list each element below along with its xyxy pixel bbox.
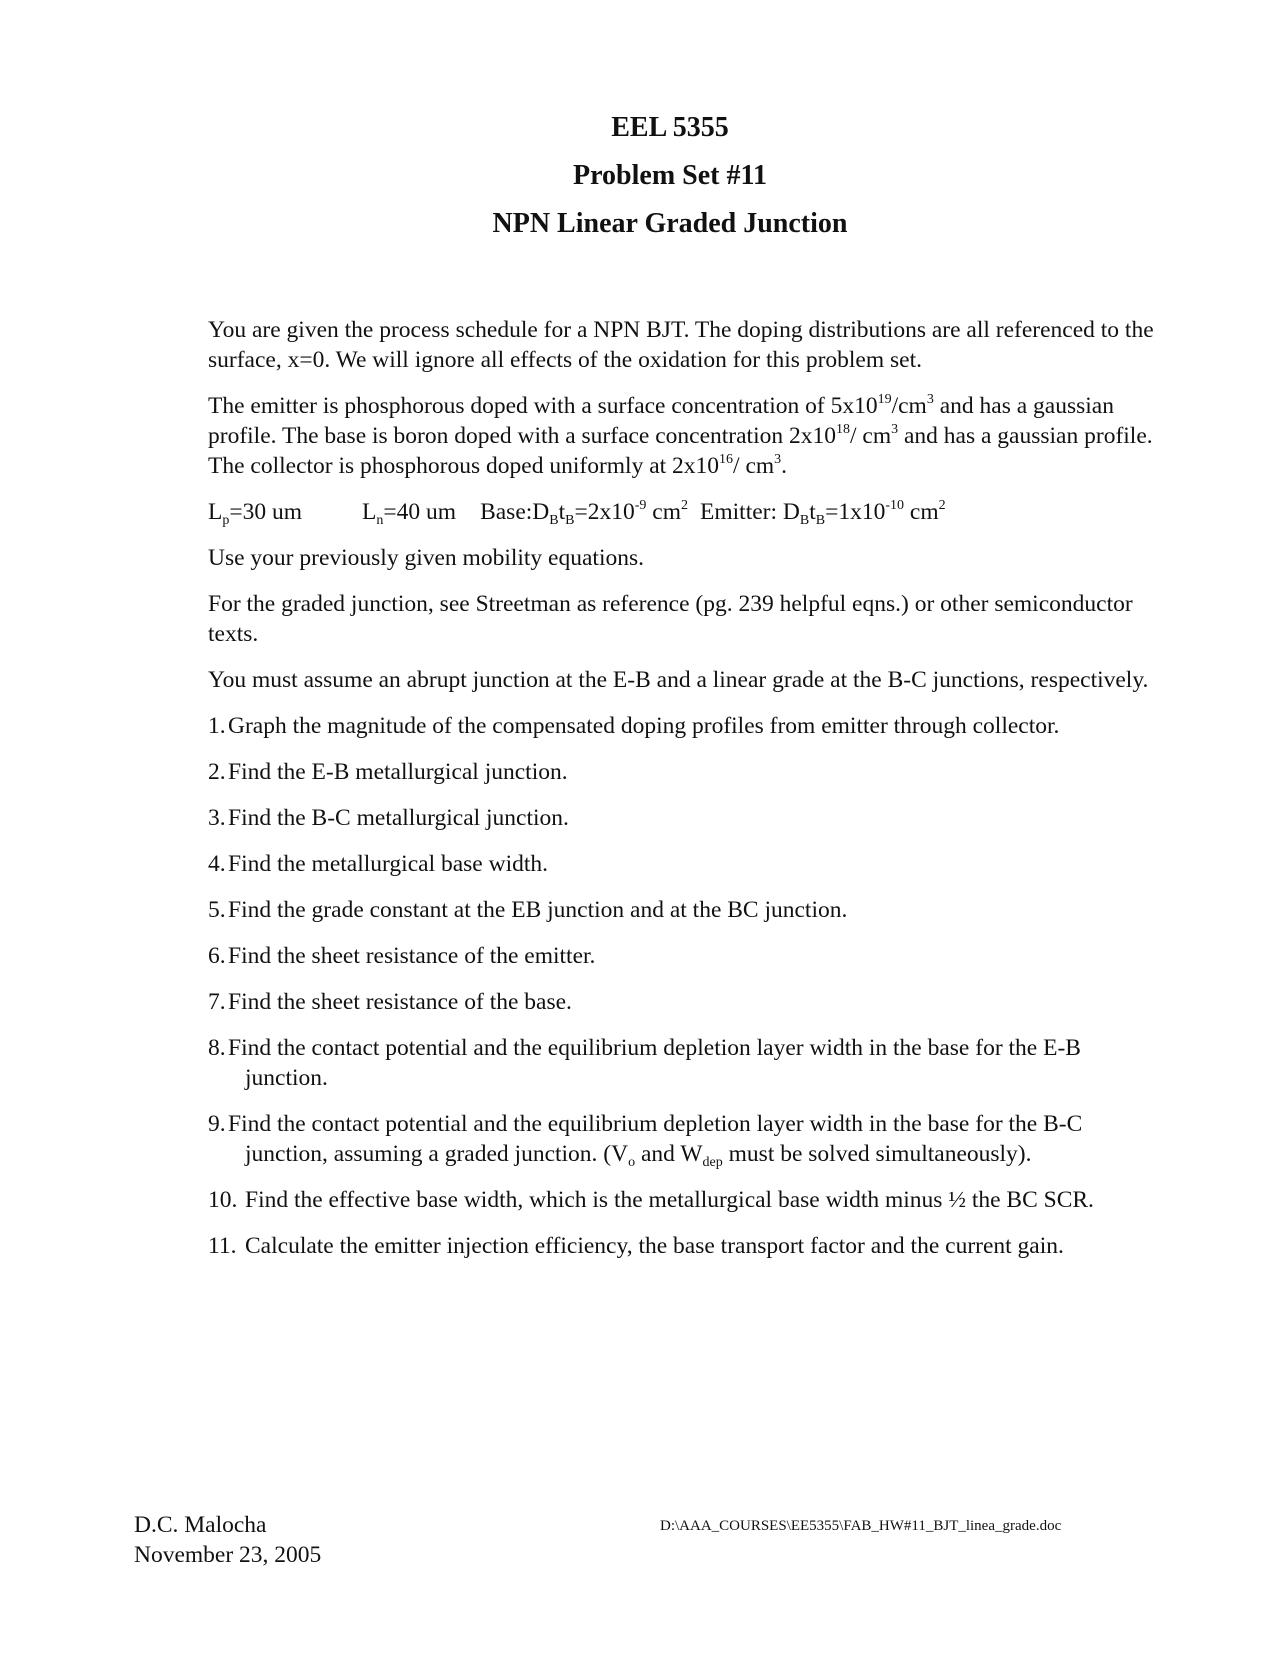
lp-param: $L_p=30$ um: [208, 499, 303, 528]
junction-assumption: You must assume an abrupt junction at the E-B and a linear grade at the B-C junctions, respectively.: [208, 667, 1149, 693]
question-item: 3. Find the B-C metallurgical junction.: [208, 805, 569, 831]
course-title: EEL 5355: [611, 112, 729, 143]
question-item: 6. Find the sheet resistance of the emitter.: [208, 943, 596, 969]
question-item: 5. Find the grade constant at the EB junction and at the BC junction.: [208, 897, 848, 923]
file-path: D:\AAA_COURSES\EE5355\FAB_HW#11_BJT_linea_grade.doc: [660, 1518, 1062, 1534]
topic-title: NPN Linear Graded Junction: [492, 208, 848, 239]
problem-body: [208, 315, 1168, 1277]
question-item: 8. Find the contact potential and the equilibrium depletion layer width in the base for the E-B junction.: [208, 1035, 1081, 1091]
footer-author-block: [134, 1510, 321, 1570]
intro-paragraph: You are given the process schedule for a NPN BJT. The doping distributions are all referenced to the surface, x=0. We will ignore all effects of the oxidation for this problem set.: [208, 317, 1154, 373]
author-name: D.C. Malocha: [134, 1512, 267, 1538]
question-item: 7. Find the sheet resistance of the base.: [208, 989, 572, 1015]
question-item: 11. Calculate the emitter injection efficiency, the base transport factor and the current gain.: [208, 1233, 1064, 1259]
question-item: 4. Find the metallurgical base width.: [208, 851, 549, 877]
ln-param: $L_n=40$ um: [362, 499, 457, 528]
question-item: 9. Find the contact potential and the equilibrium depletion layer width in the base for the B-C junction, assuming a graded junction. ($V_o$ and $W_{dep}$ must be solved simultaneously).: [208, 1111, 1083, 1170]
question-item: 10. Find the effective base width, which is the metallurgical base width minus ½ the BC SCR.: [208, 1187, 1094, 1213]
document-date: November 23, 2005: [134, 1542, 322, 1568]
emitter-param: Emitter: $D_Bt_B=1x10^{-10}$ $cm^2$: [700, 498, 946, 528]
base-param: $Base:D_Bt_B=2x10^{-9}$ $cm^2$: [480, 498, 688, 528]
question-item: 1. Graph the magnitude of the compensated doping profiles from emitter through collector.: [208, 713, 1060, 739]
question-list: [208, 711, 1168, 1261]
question-item: 2. Find the E-B metallurgical junction.: [208, 759, 568, 785]
mobility-note: Use your previously given mobility equations.: [208, 545, 645, 571]
parameters-line: [208, 497, 1168, 527]
doping-paragraph: The emitter is phosphorous doped with a surface concentration of $5x10^{19}/cm^3$ and has a gaussian profile. The base is boron doped with a surface concentration $2x10^{18}/$ $cm^3$ and has a gaussian profile. The collector is phosphorous doped uniformly at $2x10^{16}/$ $cm^3$.: [208, 392, 1153, 479]
reference-note: For the graded junction, see Streetman as reference (pg. 239 helpful eqns.) or other semiconductor texts.: [208, 591, 1133, 647]
problem-set-title: Problem Set #11: [573, 160, 767, 191]
